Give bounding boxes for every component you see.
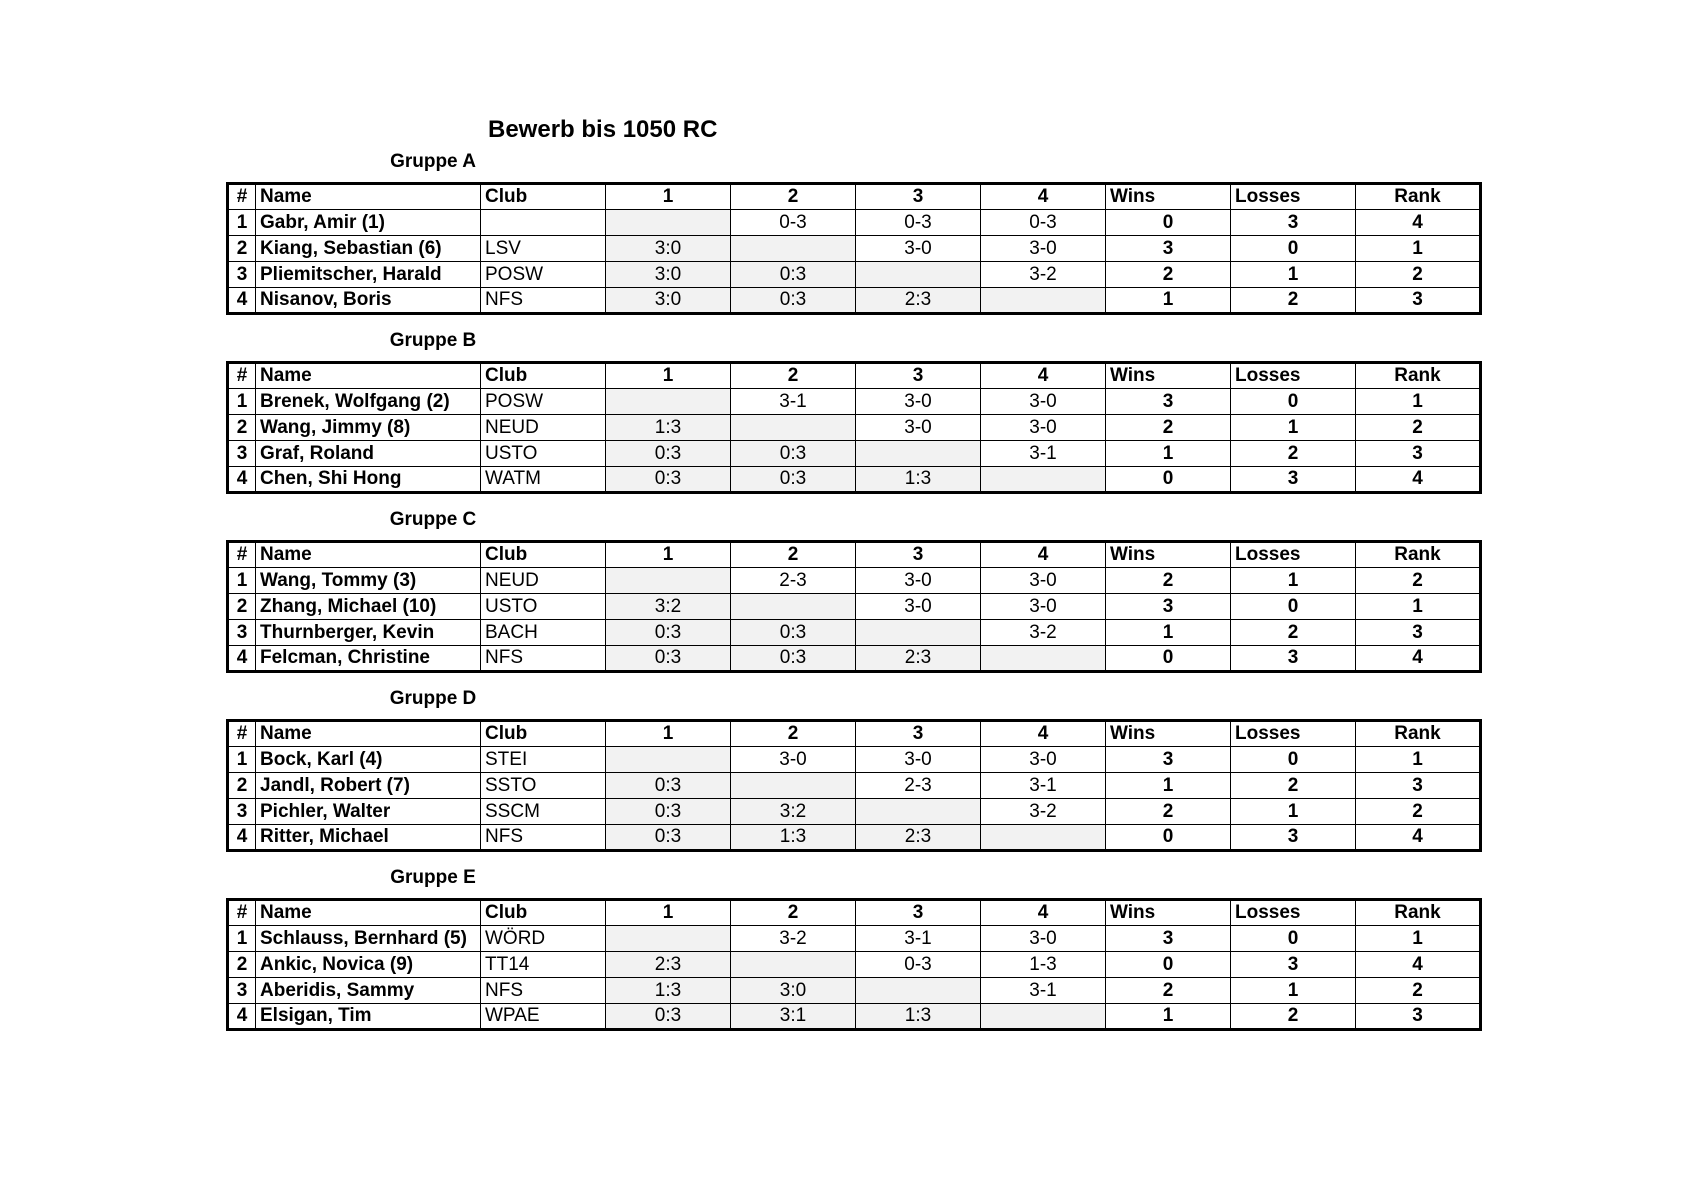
header-hash: # [228,542,256,568]
player-name-cell: Graf, Roland [256,441,481,467]
result-cell: 2:3 [856,646,981,672]
result-cell: 0:3 [731,288,856,314]
result-cell: 3-2 [981,620,1106,646]
result-cell: 0-3 [856,210,981,236]
result-cell [981,1004,1106,1030]
result-cell: 3:1 [731,1004,856,1030]
club-cell: LSV [481,236,606,262]
wins-cell: 1 [1106,441,1231,467]
table-header-row [228,184,1481,210]
club-cell: POSW [481,389,606,415]
wins-cell: 3 [1106,747,1231,773]
header-name: Name [256,363,481,389]
header-round-1: 1 [606,363,731,389]
result-cell [606,210,731,236]
result-cell: 3-0 [981,415,1106,441]
wins-cell: 1 [1106,620,1231,646]
header-wins: Wins [1106,542,1231,568]
player-name-cell: Ankic, Novica (9) [256,952,481,978]
result-cell: 0:3 [731,646,856,672]
club-cell: TT14 [481,952,606,978]
losses-cell: 1 [1231,262,1356,288]
row-number-cell: 3 [228,620,256,646]
header-club: Club [481,184,606,210]
player-name-cell: Felcman, Christine [256,646,481,672]
player-name-cell: Ritter, Michael [256,825,481,851]
table-row [228,467,1481,493]
club-cell: POSW [481,262,606,288]
club-cell: NFS [481,646,606,672]
player-name-cell: Kiang, Sebastian (6) [256,236,481,262]
table-row [228,747,1481,773]
club-cell: USTO [481,594,606,620]
club-cell: NFS [481,978,606,1004]
group-table [226,719,1482,852]
header-round-3: 3 [856,363,981,389]
result-cell [981,467,1106,493]
losses-cell: 2 [1231,1004,1356,1030]
table-row [228,773,1481,799]
header-rank: Rank [1356,721,1481,747]
wins-cell: 1 [1106,1004,1231,1030]
result-cell: 3:2 [606,594,731,620]
header-losses: Losses [1231,721,1356,747]
result-cell: 3-1 [981,773,1106,799]
wins-cell: 3 [1106,594,1231,620]
rank-cell: 2 [1356,568,1481,594]
header-losses: Losses [1231,900,1356,926]
header-round-3: 3 [856,721,981,747]
player-name-cell: Chen, Shi Hong [256,467,481,493]
result-cell: 0:3 [606,441,731,467]
rank-cell: 1 [1356,594,1481,620]
player-name-cell: Thurnberger, Kevin [256,620,481,646]
rank-cell: 4 [1356,825,1481,851]
club-cell: WATM [481,467,606,493]
header-losses: Losses [1231,184,1356,210]
rank-cell: 2 [1356,799,1481,825]
losses-cell: 2 [1231,620,1356,646]
header-club: Club [481,363,606,389]
row-number-cell: 4 [228,467,256,493]
result-cell: 0:3 [606,467,731,493]
wins-cell: 2 [1106,415,1231,441]
result-cell: 0:3 [606,799,731,825]
row-number-cell: 2 [228,952,256,978]
losses-cell: 1 [1231,799,1356,825]
header-round-1: 1 [606,900,731,926]
result-cell: 2-3 [731,568,856,594]
row-number-cell: 1 [228,389,256,415]
result-cell [856,799,981,825]
club-cell: NEUD [481,568,606,594]
wins-cell: 0 [1106,467,1231,493]
result-cell: 1-3 [981,952,1106,978]
losses-cell: 3 [1231,646,1356,672]
group-section [226,688,1482,852]
header-round-1: 1 [606,721,731,747]
table-row [228,926,1481,952]
header-round-1: 1 [606,184,731,210]
result-cell: 3-1 [731,389,856,415]
header-round-2: 2 [731,184,856,210]
result-cell: 0:3 [606,620,731,646]
table-row [228,799,1481,825]
rank-cell: 4 [1356,646,1481,672]
result-cell [981,288,1106,314]
wins-cell: 2 [1106,799,1231,825]
losses-cell: 2 [1231,773,1356,799]
losses-cell: 1 [1231,978,1356,1004]
result-cell: 1:3 [606,978,731,1004]
header-club: Club [481,721,606,747]
result-cell: 3-2 [981,262,1106,288]
player-name-cell: Aberidis, Sammy [256,978,481,1004]
club-cell: NFS [481,825,606,851]
result-cell [856,978,981,1004]
header-round-2: 2 [731,721,856,747]
row-number-cell: 2 [228,594,256,620]
rank-cell: 1 [1356,926,1481,952]
row-number-cell: 1 [228,568,256,594]
losses-cell: 0 [1231,926,1356,952]
table-row [228,825,1481,851]
header-round-4: 4 [981,900,1106,926]
player-name-cell: Elsigan, Tim [256,1004,481,1030]
page-title: Bewerb bis 1050 RC [488,116,718,143]
wins-cell: 2 [1106,262,1231,288]
table-row [228,1004,1481,1030]
result-cell: 0:3 [731,620,856,646]
table-row [228,262,1481,288]
club-cell: NFS [481,288,606,314]
wins-cell: 1 [1106,288,1231,314]
losses-cell: 2 [1231,288,1356,314]
rank-cell: 2 [1356,415,1481,441]
result-cell [731,773,856,799]
rank-cell: 4 [1356,210,1481,236]
row-number-cell: 3 [228,799,256,825]
result-cell: 3-0 [981,747,1106,773]
result-cell [606,568,731,594]
wins-cell: 0 [1106,825,1231,851]
player-name-cell: Schlauss, Bernhard (5) [256,926,481,952]
player-name-cell: Pichler, Walter [256,799,481,825]
result-cell: 0:3 [606,825,731,851]
header-round-3: 3 [856,184,981,210]
player-name-cell: Nisanov, Boris [256,288,481,314]
wins-cell: 3 [1106,389,1231,415]
result-cell: 3-0 [856,568,981,594]
header-hash: # [228,184,256,210]
header-club: Club [481,900,606,926]
header-round-2: 2 [731,542,856,568]
result-cell: 3-1 [981,978,1106,1004]
row-number-cell: 1 [228,926,256,952]
result-cell: 2:3 [856,825,981,851]
wins-cell: 1 [1106,773,1231,799]
club-cell: SSCM [481,799,606,825]
group-table [226,361,1482,494]
header-round-4: 4 [981,363,1106,389]
group-section [226,509,1482,673]
row-number-cell: 3 [228,441,256,467]
header-rank: Rank [1356,184,1481,210]
header-hash: # [228,721,256,747]
losses-cell: 2 [1231,441,1356,467]
losses-cell: 0 [1231,594,1356,620]
losses-cell: 3 [1231,952,1356,978]
rank-cell: 2 [1356,262,1481,288]
result-cell: 3:0 [606,288,731,314]
result-cell: 3-0 [856,594,981,620]
rank-cell: 2 [1356,978,1481,1004]
row-number-cell: 2 [228,236,256,262]
player-name-cell: Bock, Karl (4) [256,747,481,773]
group-section [226,330,1482,494]
result-cell: 3-0 [856,415,981,441]
result-cell: 3:2 [731,799,856,825]
club-cell: WÖRD [481,926,606,952]
losses-cell: 0 [1231,389,1356,415]
table-row [228,978,1481,1004]
result-cell: 1:3 [606,415,731,441]
result-cell [731,236,856,262]
header-hash: # [228,363,256,389]
result-cell: 0:3 [606,773,731,799]
result-cell [606,926,731,952]
wins-cell: 2 [1106,978,1231,1004]
result-cell: 3:0 [731,978,856,1004]
result-cell: 0:3 [606,1004,731,1030]
table-row [228,568,1481,594]
header-round-2: 2 [731,363,856,389]
result-cell: 3-0 [731,747,856,773]
wins-cell: 0 [1106,210,1231,236]
result-cell [606,389,731,415]
header-rank: Rank [1356,900,1481,926]
header-losses: Losses [1231,542,1356,568]
header-club: Club [481,542,606,568]
header-round-4: 4 [981,721,1106,747]
result-cell [856,441,981,467]
table-row [228,288,1481,314]
row-number-cell: 3 [228,978,256,1004]
player-name-cell: Brenek, Wolfgang (2) [256,389,481,415]
table-row [228,210,1481,236]
result-cell: 3-1 [856,926,981,952]
result-cell: 2:3 [606,952,731,978]
result-cell: 3-0 [981,594,1106,620]
club-cell: WPAE [481,1004,606,1030]
table-row [228,236,1481,262]
table-row [228,389,1481,415]
header-name: Name [256,900,481,926]
rank-cell: 3 [1356,288,1481,314]
row-number-cell: 2 [228,415,256,441]
group-label: Gruppe B [389,330,477,351]
row-number-cell: 4 [228,288,256,314]
row-number-cell: 1 [228,747,256,773]
header-name: Name [256,542,481,568]
player-name-cell: Jandl, Robert (7) [256,773,481,799]
table-row [228,952,1481,978]
header-name: Name [256,721,481,747]
losses-cell: 0 [1231,236,1356,262]
rank-cell: 1 [1356,236,1481,262]
result-cell: 3:0 [606,262,731,288]
result-cell: 3-2 [981,799,1106,825]
result-cell: 3-0 [981,926,1106,952]
rank-cell: 1 [1356,389,1481,415]
club-cell: SSTO [481,773,606,799]
header-wins: Wins [1106,900,1231,926]
result-cell: 2-3 [856,773,981,799]
header-rank: Rank [1356,542,1481,568]
result-cell: 0:3 [731,441,856,467]
table-row [228,594,1481,620]
club-cell: NEUD [481,415,606,441]
result-cell [731,952,856,978]
result-cell: 3-0 [856,236,981,262]
header-wins: Wins [1106,721,1231,747]
group-label: Gruppe E [390,867,476,888]
result-cell [606,747,731,773]
result-cell: 0-3 [731,210,856,236]
player-name-cell: Zhang, Michael (10) [256,594,481,620]
wins-cell: 2 [1106,568,1231,594]
result-cell: 1:3 [856,1004,981,1030]
header-losses: Losses [1231,363,1356,389]
table-row [228,646,1481,672]
table-header-row [228,900,1481,926]
result-cell [856,620,981,646]
club-cell: USTO [481,441,606,467]
losses-cell: 1 [1231,415,1356,441]
result-cell: 2:3 [856,288,981,314]
player-name-cell: Pliemitscher, Harald [256,262,481,288]
club-cell [481,210,606,236]
table-header-row [228,363,1481,389]
header-round-4: 4 [981,184,1106,210]
header-wins: Wins [1106,184,1231,210]
rank-cell: 3 [1356,1004,1481,1030]
header-round-3: 3 [856,900,981,926]
result-cell: 3:0 [606,236,731,262]
wins-cell: 3 [1106,236,1231,262]
result-cell [856,262,981,288]
result-cell: 3-0 [981,236,1106,262]
wins-cell: 0 [1106,646,1231,672]
row-number-cell: 4 [228,1004,256,1030]
wins-cell: 3 [1106,926,1231,952]
wins-cell: 0 [1106,952,1231,978]
rank-cell: 1 [1356,747,1481,773]
rank-cell: 3 [1356,773,1481,799]
table-row [228,441,1481,467]
rank-cell: 3 [1356,620,1481,646]
result-cell [731,594,856,620]
club-cell: BACH [481,620,606,646]
row-number-cell: 3 [228,262,256,288]
result-cell: 3-0 [981,568,1106,594]
losses-cell: 3 [1231,467,1356,493]
losses-cell: 0 [1231,747,1356,773]
player-name-cell: Wang, Jimmy (8) [256,415,481,441]
group-table [226,898,1482,1031]
row-number-cell: 1 [228,210,256,236]
header-round-3: 3 [856,542,981,568]
group-label: Gruppe D [389,688,477,709]
losses-cell: 3 [1231,210,1356,236]
losses-cell: 1 [1231,568,1356,594]
result-cell [731,415,856,441]
group-section [226,867,1482,1031]
losses-cell: 3 [1231,825,1356,851]
result-cell: 3-0 [981,389,1106,415]
result-cell: 1:3 [731,825,856,851]
group-label: Gruppe C [389,509,477,530]
player-name-cell: Gabr, Amir (1) [256,210,481,236]
result-cell: 3-2 [731,926,856,952]
header-round-2: 2 [731,900,856,926]
header-name: Name [256,184,481,210]
group-label: Gruppe A [390,151,476,172]
header-rank: Rank [1356,363,1481,389]
row-number-cell: 2 [228,773,256,799]
result-cell: 3-0 [856,389,981,415]
result-cell [981,646,1106,672]
table-header-row [228,542,1481,568]
result-cell: 1:3 [856,467,981,493]
player-name-cell: Wang, Tommy (3) [256,568,481,594]
group-section [226,151,1482,315]
row-number-cell: 4 [228,825,256,851]
result-cell: 0:3 [606,646,731,672]
result-cell: 0-3 [856,952,981,978]
result-cell: 0-3 [981,210,1106,236]
header-round-4: 4 [981,542,1106,568]
result-cell: 3-0 [856,747,981,773]
club-cell: STEI [481,747,606,773]
result-cell [981,825,1106,851]
result-cell: 3-1 [981,441,1106,467]
header-round-1: 1 [606,542,731,568]
rank-cell: 3 [1356,441,1481,467]
table-row [228,415,1481,441]
result-cell: 0:3 [731,467,856,493]
row-number-cell: 4 [228,646,256,672]
header-hash: # [228,900,256,926]
rank-cell: 4 [1356,467,1481,493]
header-wins: Wins [1106,363,1231,389]
group-table [226,540,1482,673]
group-table [226,182,1482,315]
table-row [228,620,1481,646]
rank-cell: 4 [1356,952,1481,978]
result-cell: 0:3 [731,262,856,288]
table-header-row [228,721,1481,747]
